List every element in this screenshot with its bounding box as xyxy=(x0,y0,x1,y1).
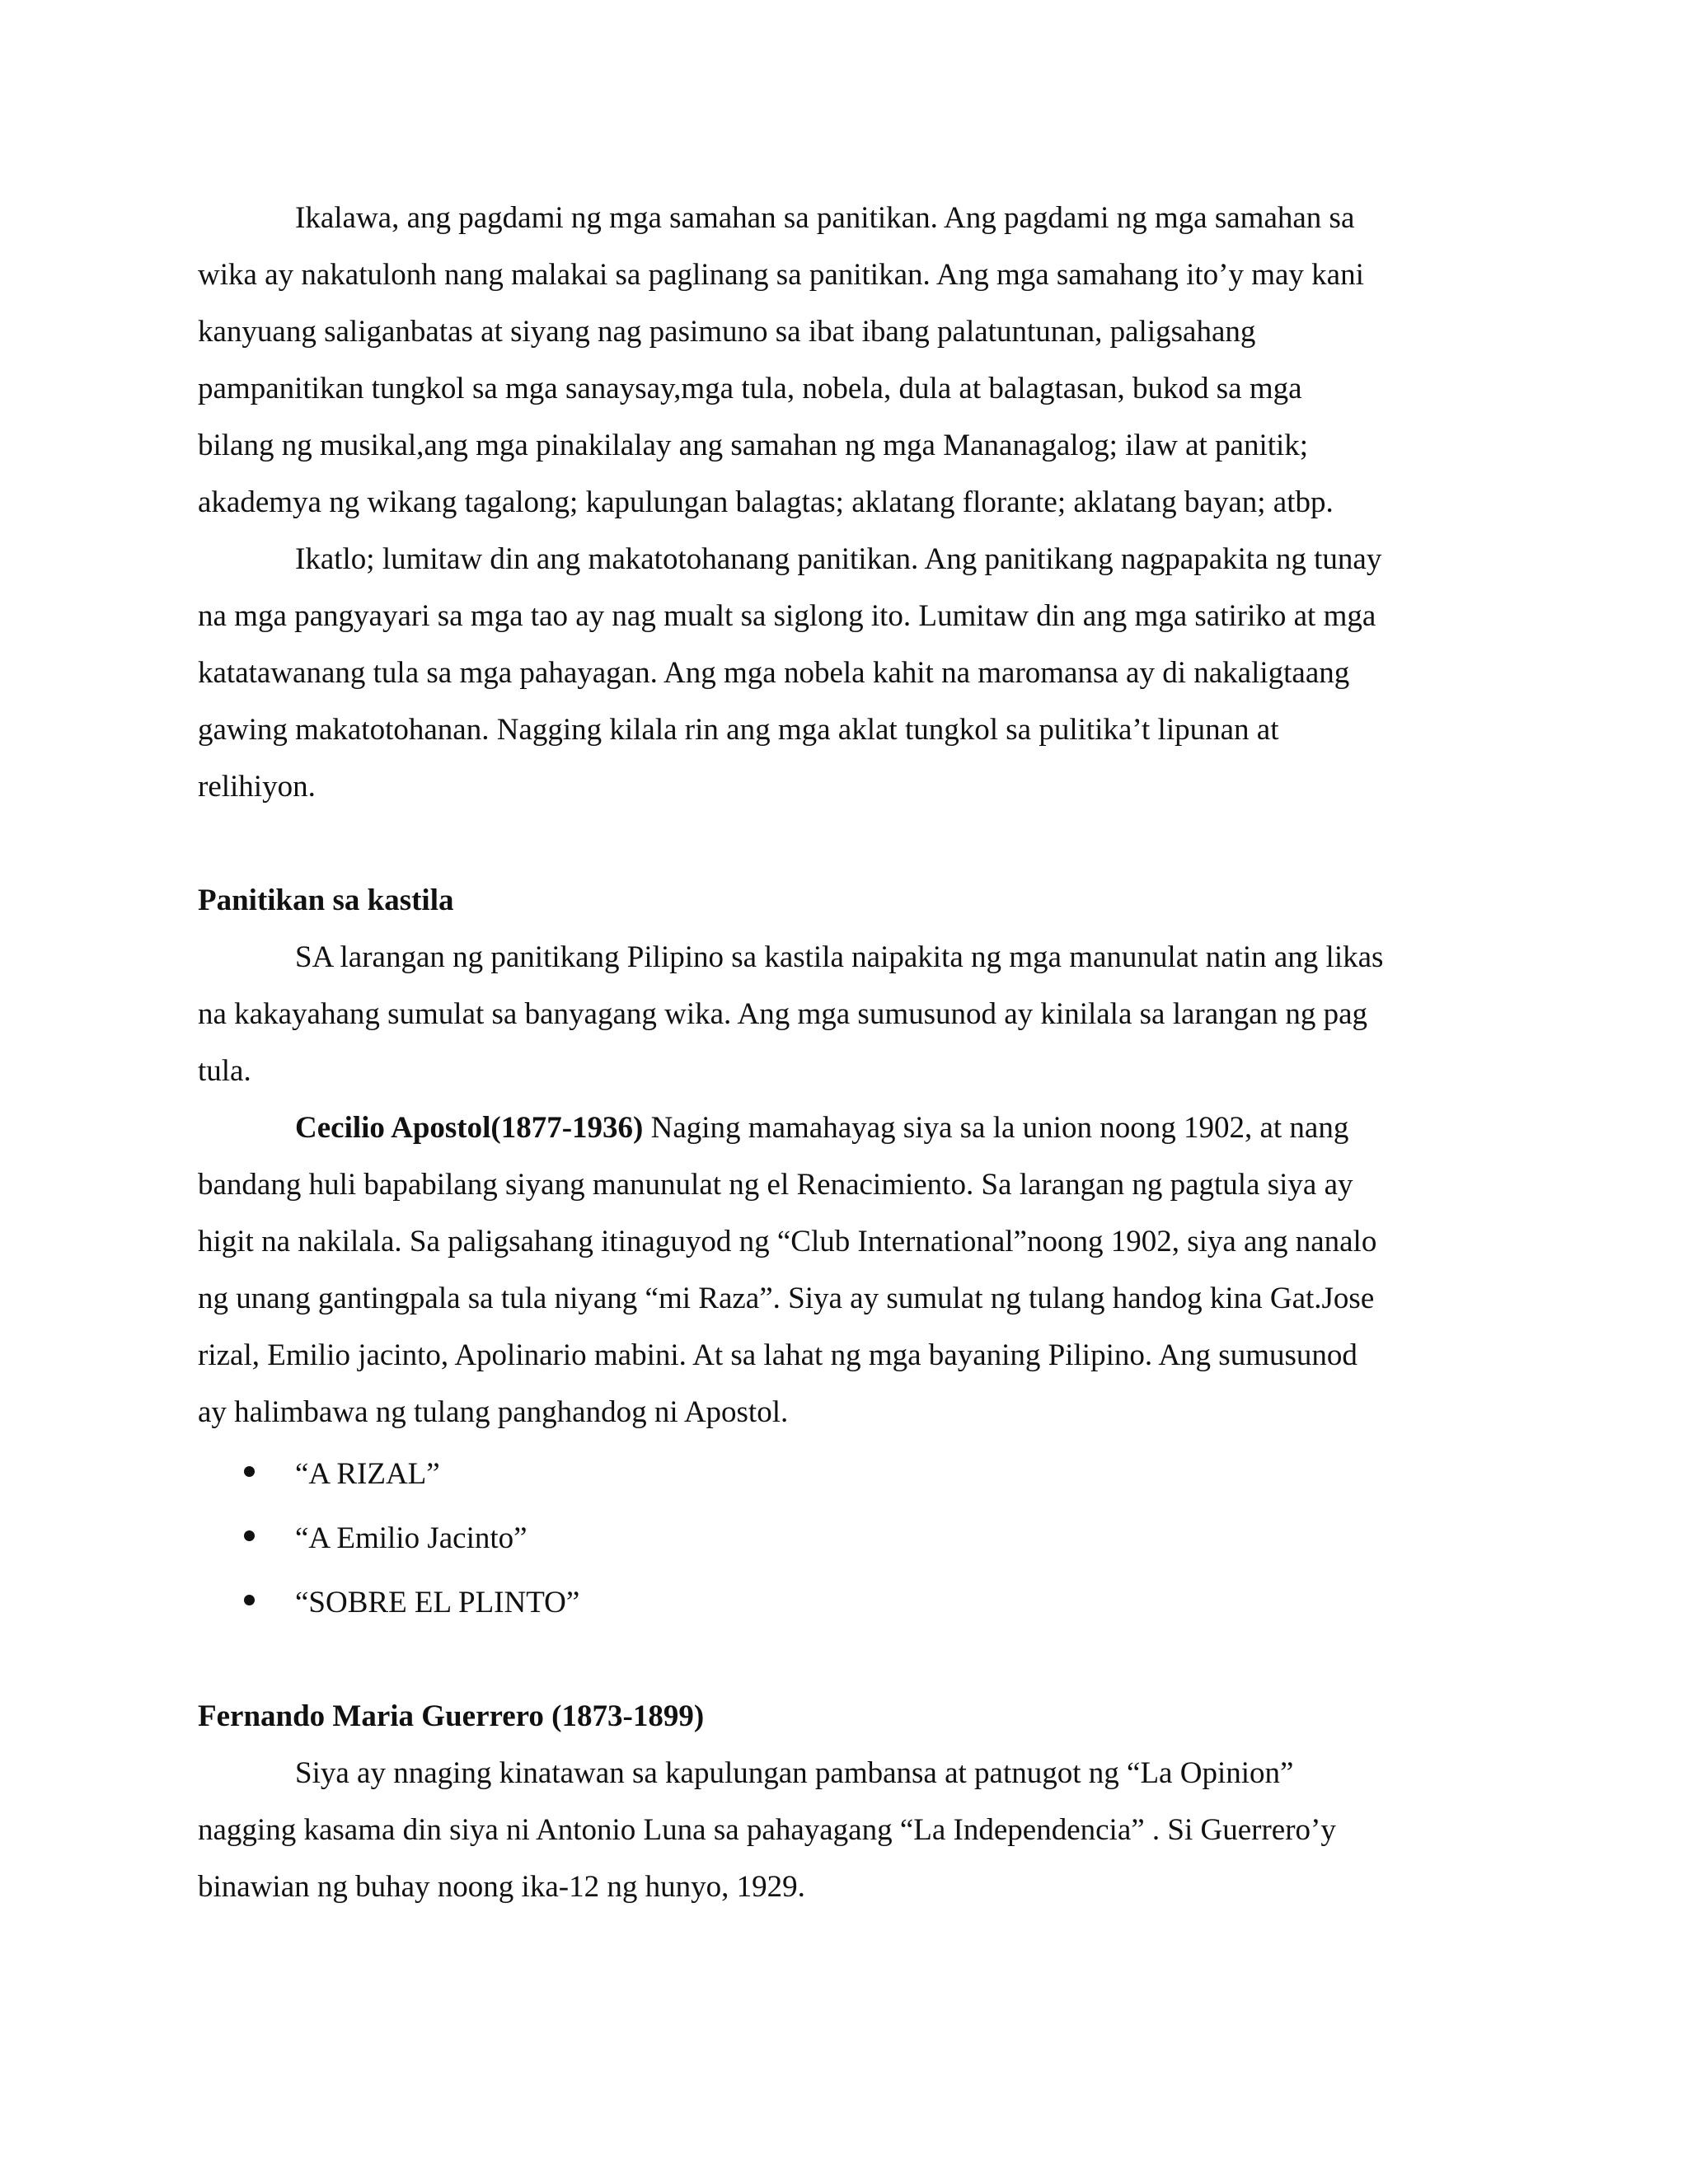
section-heading: Panitikan sa kastila xyxy=(198,883,454,917)
author-name: Cecilio Apostol(1877-1936) xyxy=(295,1111,644,1145)
apostol-first-line xyxy=(295,1113,1348,1143)
bullet-icon xyxy=(244,1595,255,1605)
paragraph-line: Ikatlo; lumitaw din ang makatotohanang panitikan. Ang panitikang nagpapakita ng tunay xyxy=(295,542,1382,576)
paragraph-line: wika ay nakatulonh nang malakai sa paglinang sa panitikan. Ang mga samahang ito’y may kani xyxy=(198,258,1364,292)
paragraph-line: relihiyon. xyxy=(198,770,316,804)
paragraph-line: akademya ng wikang tagalong; kapulungan balagtas; aklatang florante; aklatang bayan; atbp. xyxy=(198,485,1334,519)
paragraph-line: na kakayahang sumulat sa banyagang wika. Ang mga sumusunod ay kinilala sa larangan ng pag xyxy=(198,997,1367,1031)
bullet-icon xyxy=(244,1466,255,1477)
paragraph-line: nagging kasama din siya ni Antonio Luna sa pahayagang “La Independencia” . Si Guerrero’y xyxy=(198,1813,1336,1847)
bullet-icon xyxy=(244,1530,255,1541)
paragraph-line: rizal, Emilio jacinto, Apolinario mabini. At sa lahat ng mga bayaning Pilipino. Ang sumusunod xyxy=(198,1338,1357,1372)
poem-title: “A RIZAL” xyxy=(295,1457,440,1491)
paragraph-line: katatawanang tula sa mga pahayagan. Ang mga nobela kahit na maromansa ay di nakaligtaang xyxy=(198,656,1350,690)
paragraph-line: pampanitikan tungkol sa mga sanaysay,mga tula, nobela, dula at balagtasan, bukod sa mga xyxy=(198,372,1302,405)
poem-title: “SOBRE EL PLINTO” xyxy=(295,1586,580,1619)
paragraph-line: ng unang gantingpala sa tula niyang “mi Raza”. Siya ay sumulat ng tulang handog kina Gat.Jose xyxy=(198,1282,1375,1315)
paragraph-text: Naging mamahayag siya sa la union noong 1902, at nang xyxy=(643,1111,1349,1145)
paragraph-line: bilang ng musikal,ang mga pinakilalay ang samahan ng mga Mananagalog; ilaw at panitik; xyxy=(198,429,1309,462)
section-heading: Fernando Maria Guerrero (1873-1899) xyxy=(198,1699,705,1733)
paragraph-line: Siya ay nnaging kinatawan sa kapulungan pambansa at patnugot ng “La Opinion” xyxy=(295,1756,1294,1790)
paragraph-line: SA larangan ng panitikang Pilipino sa kastila naipakita ng mga manunulat natin ang likas xyxy=(295,940,1384,974)
paragraph-line: higit na nakilala. Sa paligsahang itinaguyod ng “Club International”noong 1902, siya ang nanalo xyxy=(198,1225,1377,1258)
paragraph-line: na mga pangyayari sa mga tao ay nag mualt sa siglong ito. Lumitaw din ang mga satiriko at mga xyxy=(198,599,1376,633)
paragraph-line: kanyuang saliganbatas at siyang nag pasimuno sa ibat ibang palatuntunan, paligsahang xyxy=(198,315,1256,349)
paragraph-line: tula. xyxy=(198,1054,251,1088)
paragraph-line: ay halimbawa ng tulang panghandog ni Apostol. xyxy=(198,1395,789,1429)
paragraph-line: bandang huli bapabilang siyang manunulat ng el Renacimiento. Sa larangan ng pagtula siya ay xyxy=(198,1168,1353,1202)
poem-title: “A Emilio Jacinto” xyxy=(295,1521,528,1555)
paragraph-line: binawian ng buhay noong ika-12 ng hunyo, 1929. xyxy=(198,1870,805,1904)
paragraph-line: Ikalawa, ang pagdami ng mga samahan sa panitikan. Ang pagdami ng mga samahan sa xyxy=(295,201,1355,235)
paragraph-line: gawing makatotohanan. Nagging kilala rin ang mga aklat tungkol sa pulitika’t lipunan at xyxy=(198,713,1279,747)
